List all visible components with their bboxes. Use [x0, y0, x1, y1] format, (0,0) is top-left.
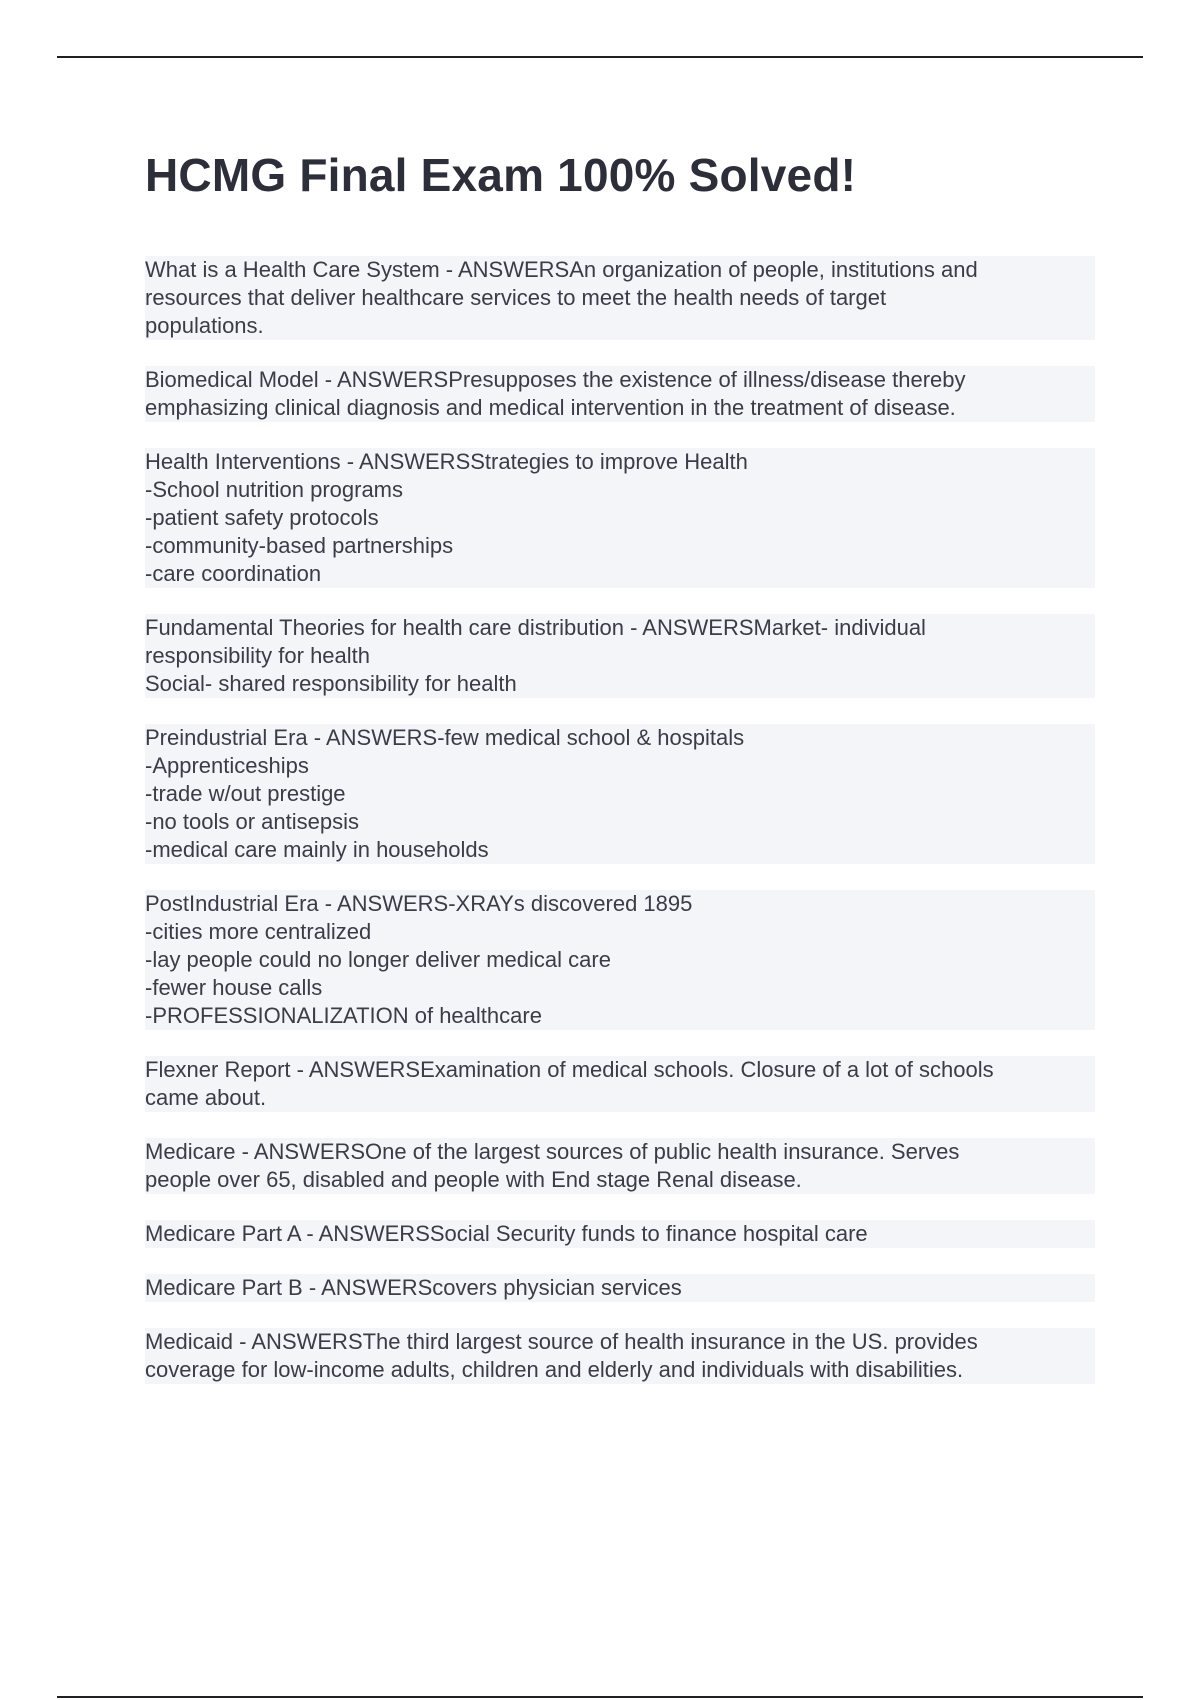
qa-line: [145, 1356, 1095, 1384]
qa-line: [145, 1274, 1095, 1302]
bottom-divider: [57, 1696, 1143, 1698]
qa-line-text: -lay people could no longer deliver medical care: [145, 947, 611, 972]
qa-line-text: Biomedical Model - ANSWERSPresupposes the existence of illness/disease thereby: [145, 367, 966, 392]
qa-line: [145, 1166, 1095, 1194]
qa-line-text: people over 65, disabled and people with End stage Renal disease.: [145, 1167, 802, 1192]
qa-line-text: What is a Health Care System - ANSWERSAn organization of people, institutions and: [145, 257, 978, 282]
qa-line: [145, 1002, 1095, 1030]
qa-item: [145, 1274, 1095, 1302]
qa-line: [145, 780, 1095, 808]
qa-line: [145, 836, 1095, 864]
qa-item: [145, 724, 1095, 864]
qa-line-text: coverage for low-income adults, children and elderly and individuals with disabilities.: [145, 1357, 964, 1382]
qa-line-text: -care coordination: [145, 561, 322, 586]
qa-line-text: -medical care mainly in households: [145, 837, 489, 862]
qa-line-text: -School nutrition programs: [145, 477, 404, 502]
qa-line: [145, 504, 1095, 532]
qa-line: [145, 532, 1095, 560]
qa-item: [145, 1220, 1095, 1248]
qa-item: [145, 448, 1095, 588]
qa-line-text: Medicaid - ANSWERSThe third largest source of health insurance in the US. provides: [145, 1329, 978, 1354]
qa-line-text: Health Interventions - ANSWERSStrategies to improve Health: [145, 449, 748, 474]
qa-line: [145, 808, 1095, 836]
qa-line-text: -fewer house calls: [145, 975, 323, 1000]
qa-line: [145, 394, 1095, 422]
qa-line: [145, 752, 1095, 780]
qa-line: [145, 946, 1095, 974]
qa-line: [145, 890, 1095, 918]
qa-line-text: -no tools or antisepsis: [145, 809, 359, 834]
page-title: HCMG Final Exam 100% Solved!: [145, 149, 857, 201]
qa-line: [145, 256, 1095, 284]
qa-line: [145, 670, 1095, 698]
qa-list: [145, 256, 1095, 1410]
qa-line-text: resources that deliver healthcare services to meet the health needs of target: [145, 285, 887, 310]
top-divider: [57, 56, 1143, 58]
qa-line-text: Flexner Report - ANSWERSExamination of medical schools. Closure of a lot of schools: [145, 1057, 994, 1082]
qa-line: [145, 724, 1095, 752]
qa-line-text: responsibility for health: [145, 643, 371, 668]
qa-item: [145, 366, 1095, 422]
qa-item: [145, 1138, 1095, 1194]
qa-line: [145, 1138, 1095, 1166]
qa-line-text: Preindustrial Era - ANSWERS-few medical school & hospitals: [145, 725, 745, 750]
qa-line-text: Medicare Part B - ANSWERScovers physician services: [145, 1275, 682, 1300]
qa-line-text: populations.: [145, 313, 264, 338]
qa-line: [145, 974, 1095, 1002]
qa-line-text: Fundamental Theories for health care distribution - ANSWERSMarket- individual: [145, 615, 926, 640]
qa-line-text: -community-based partnerships: [145, 533, 454, 558]
qa-line-text: -cities more centralized: [145, 919, 372, 944]
qa-line-text: Medicare - ANSWERSOne of the largest sources of public health insurance. Serves: [145, 1139, 960, 1164]
qa-line: [145, 284, 1095, 312]
qa-line-text: -patient safety protocols: [145, 505, 379, 530]
qa-line: [145, 448, 1095, 476]
qa-line-text: Social- shared responsibility for health: [145, 671, 517, 696]
qa-line: [145, 1056, 1095, 1084]
qa-line: [145, 1220, 1095, 1248]
qa-line-text: Medicare Part A - ANSWERSSocial Security funds to finance hospital care: [145, 1221, 868, 1246]
qa-item: [145, 890, 1095, 1030]
qa-line: [145, 642, 1095, 670]
qa-line: [145, 476, 1095, 504]
qa-item: [145, 1056, 1095, 1112]
qa-line: [145, 366, 1095, 394]
qa-line: [145, 614, 1095, 642]
qa-line-text: PostIndustrial Era - ANSWERS-XRAYs discovered 1895: [145, 891, 693, 916]
qa-line: [145, 1084, 1095, 1112]
qa-item: [145, 256, 1095, 340]
qa-line: [145, 918, 1095, 946]
qa-line-text: came about.: [145, 1085, 267, 1110]
qa-item: [145, 614, 1095, 698]
qa-line: [145, 1328, 1095, 1356]
qa-line-text: emphasizing clinical diagnosis and medical intervention in the treatment of disease.: [145, 395, 956, 420]
qa-line: [145, 560, 1095, 588]
qa-line: [145, 312, 1095, 340]
qa-line-text: -Apprenticeships: [145, 753, 309, 778]
qa-line-text: -PROFESSIONALIZATION of healthcare: [145, 1003, 542, 1028]
qa-line-text: -trade w/out prestige: [145, 781, 346, 806]
qa-item: [145, 1328, 1095, 1384]
